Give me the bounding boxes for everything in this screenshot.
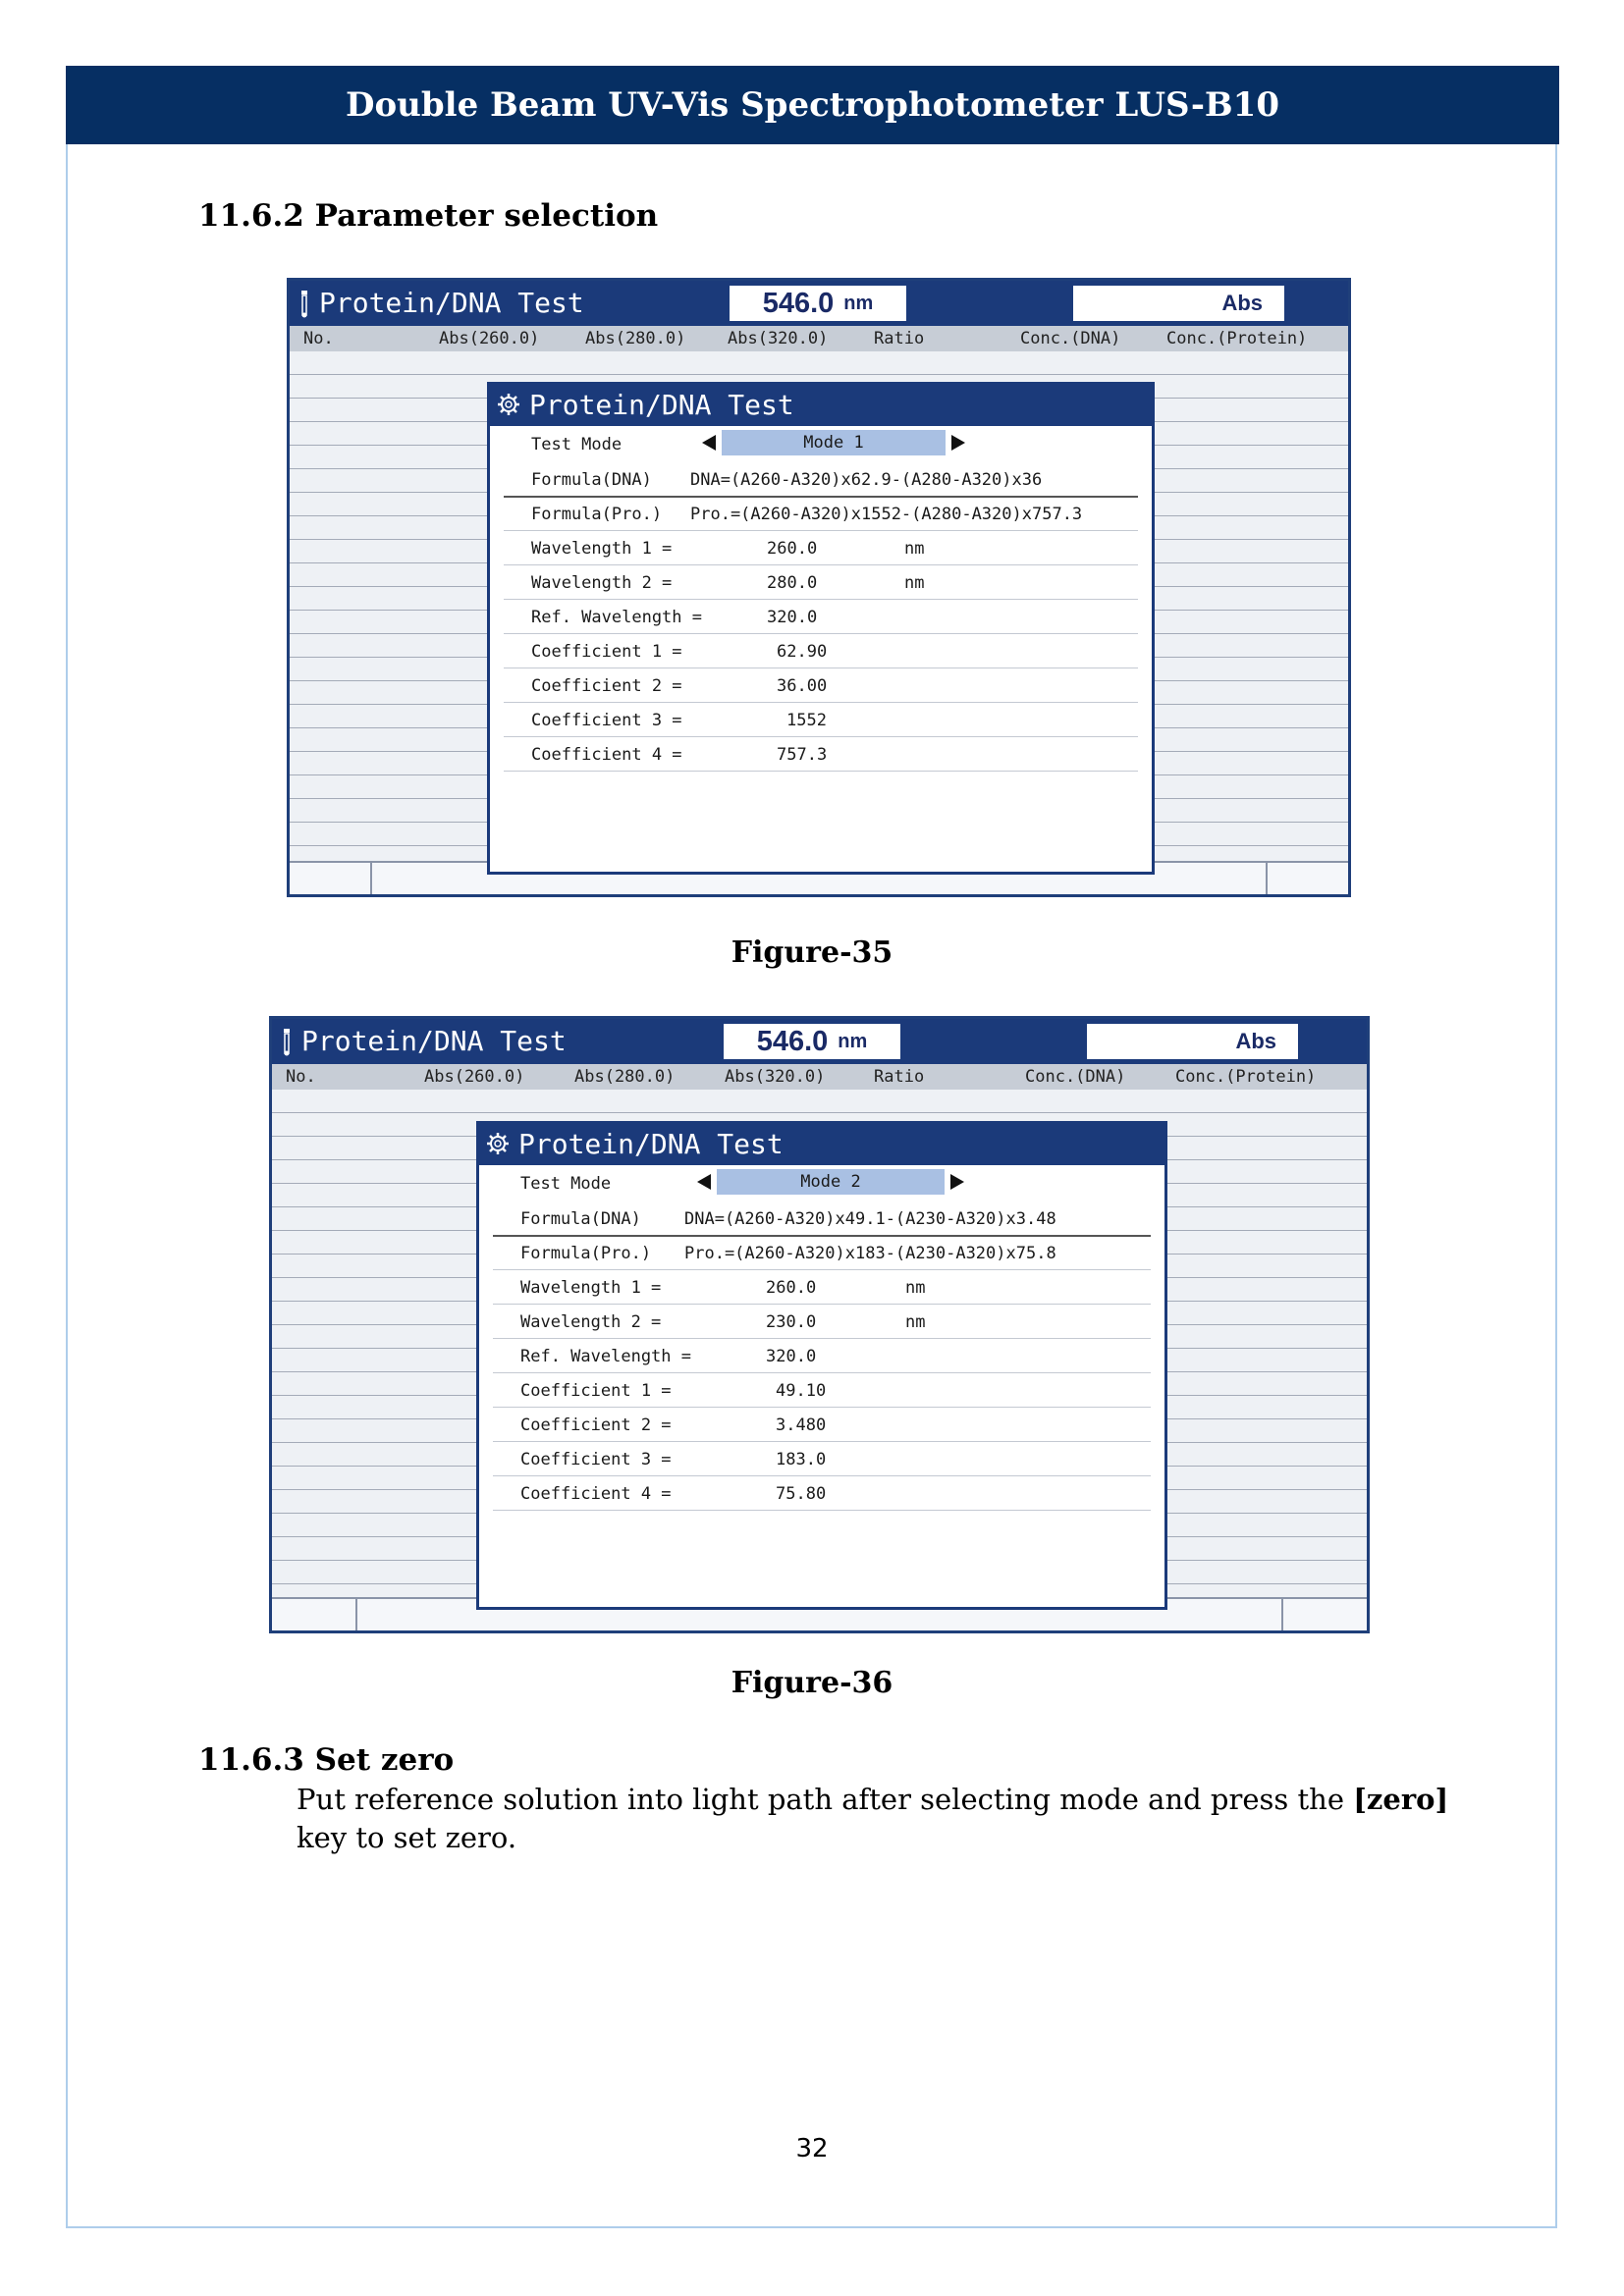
coefficient3-row bbox=[504, 702, 1138, 737]
coefficient4-label: Coefficient 4 = bbox=[520, 1484, 672, 1504]
coefficient4-value: 757.3 bbox=[777, 745, 828, 765]
column-header: Abs(320.0) bbox=[725, 1067, 826, 1087]
screen-title: Protein/DNA Test bbox=[319, 287, 584, 319]
screen-title-bar bbox=[272, 1019, 1367, 1064]
coefficient4-row bbox=[493, 1475, 1151, 1511]
coefficient1-value: 62.90 bbox=[777, 642, 828, 662]
wavelength2-row bbox=[493, 1304, 1151, 1339]
wavelength1-value: 260.0 bbox=[767, 539, 818, 559]
previous-mode-arrow-icon[interactable] bbox=[697, 1174, 711, 1190]
column-header: No. bbox=[303, 329, 334, 348]
screen-title: Protein/DNA Test bbox=[301, 1025, 567, 1057]
wavelength-value: 546.0 bbox=[756, 1025, 829, 1057]
coefficient1-row bbox=[493, 1372, 1151, 1408]
column-header-row bbox=[272, 1064, 1367, 1091]
column-header: Conc.(DNA) bbox=[1025, 1067, 1126, 1087]
coefficient3-label: Coefficient 3 = bbox=[520, 1450, 672, 1469]
column-header: Ratio bbox=[874, 1067, 925, 1087]
coefficient3-value: 1552 bbox=[786, 711, 827, 730]
test-mode-selector[interactable]: Mode 1 bbox=[722, 430, 946, 455]
dialog-body bbox=[479, 1165, 1164, 1607]
coefficient1-value: 49.10 bbox=[776, 1381, 827, 1401]
screen-title-bar bbox=[290, 281, 1348, 326]
column-header: Conc.(Protein) bbox=[1175, 1067, 1317, 1087]
column-header: Conc.(Protein) bbox=[1166, 329, 1308, 348]
section-heading-set-zero: 11.6.3 Set zero bbox=[198, 1742, 455, 1778]
set-zero-paragraph bbox=[297, 1781, 1455, 1857]
formula-dna-row bbox=[504, 461, 1138, 498]
coefficient1-row bbox=[504, 633, 1138, 668]
protein-dna-dialog bbox=[476, 1121, 1167, 1610]
formula-dna-value: DNA=(A260-A320)x49.1-(A230-A320)x3.48 bbox=[684, 1209, 1056, 1229]
wavelength2-unit: nm bbox=[904, 573, 925, 593]
formula-dna-label: Formula(DNA) bbox=[531, 470, 652, 490]
test-mode-label: Test Mode bbox=[520, 1174, 612, 1194]
column-header: Abs(280.0) bbox=[585, 329, 686, 348]
wavelength2-value: 280.0 bbox=[767, 573, 818, 593]
wavelength-unit: nm bbox=[843, 292, 874, 314]
column-header: Abs(260.0) bbox=[439, 329, 540, 348]
coefficient2-value: 3.480 bbox=[776, 1415, 827, 1435]
column-header-row bbox=[290, 326, 1348, 352]
wavelength-display bbox=[730, 286, 906, 321]
sample-tube-icon bbox=[299, 291, 309, 318]
wavelength-value: 546.0 bbox=[762, 287, 835, 319]
formula-dna-row bbox=[493, 1201, 1151, 1237]
wavelength1-unit: nm bbox=[905, 1278, 926, 1298]
wavelength-display bbox=[724, 1024, 900, 1059]
coefficient2-label: Coefficient 2 = bbox=[531, 676, 682, 696]
figure-35-screen bbox=[287, 278, 1351, 897]
wavelength1-row bbox=[493, 1269, 1151, 1305]
gear-icon bbox=[498, 394, 519, 415]
ref-wavelength-label: Ref. Wavelength = bbox=[531, 608, 702, 627]
coefficient1-label: Coefficient 1 = bbox=[520, 1381, 672, 1401]
ref-wavelength-row bbox=[493, 1338, 1151, 1373]
next-mode-arrow-icon[interactable] bbox=[950, 1174, 964, 1190]
column-header: Abs(260.0) bbox=[424, 1067, 525, 1087]
ref-wavelength-value: 320.0 bbox=[767, 608, 818, 627]
wavelength1-label: Wavelength 1 = bbox=[520, 1278, 662, 1298]
wavelength2-unit: nm bbox=[905, 1312, 926, 1332]
wavelength2-row bbox=[504, 564, 1138, 600]
paragraph-text: key to set zero. bbox=[297, 1821, 517, 1854]
figure-36-caption: Figure-36 bbox=[731, 1666, 893, 1700]
wavelength2-label: Wavelength 2 = bbox=[520, 1312, 662, 1332]
dialog-body bbox=[490, 426, 1152, 872]
column-header: Ratio bbox=[874, 329, 925, 348]
ref-wavelength-value: 320.0 bbox=[766, 1347, 817, 1366]
coefficient3-value: 183.0 bbox=[776, 1450, 827, 1469]
column-header: Abs(320.0) bbox=[728, 329, 829, 348]
dialog-title-bar bbox=[490, 385, 1152, 426]
measure-mode-display: Abs bbox=[1087, 1024, 1298, 1059]
formula-pro-label: Formula(Pro.) bbox=[531, 505, 663, 524]
dialog-title-bar bbox=[479, 1124, 1164, 1165]
test-mode-selector[interactable]: Mode 2 bbox=[717, 1169, 945, 1195]
section-heading-parameter-selection: 11.6.2 Parameter selection bbox=[198, 198, 659, 234]
wavelength2-label: Wavelength 2 = bbox=[531, 573, 673, 593]
header-banner: Double Beam UV-Vis Spectrophotometer LUS-B10 bbox=[66, 66, 1559, 144]
zero-key-label: [zero] bbox=[1353, 1783, 1449, 1816]
coefficient4-value: 75.80 bbox=[776, 1484, 827, 1504]
test-mode-label: Test Mode bbox=[531, 435, 623, 454]
coefficient3-label: Coefficient 3 = bbox=[531, 711, 682, 730]
coefficient4-row bbox=[504, 736, 1138, 772]
wavelength2-value: 230.0 bbox=[766, 1312, 817, 1332]
ref-wavelength-row bbox=[504, 599, 1138, 634]
dialog-title: Protein/DNA Test bbox=[529, 389, 794, 421]
dialog-title: Protein/DNA Test bbox=[518, 1128, 784, 1160]
column-header: No. bbox=[286, 1067, 316, 1087]
figure-36-screen bbox=[269, 1016, 1370, 1633]
column-header: Abs(280.0) bbox=[574, 1067, 676, 1087]
wavelength1-unit: nm bbox=[904, 539, 925, 559]
next-mode-arrow-icon[interactable] bbox=[951, 435, 965, 451]
gear-icon bbox=[487, 1133, 509, 1154]
protein-dna-dialog bbox=[487, 382, 1155, 875]
coefficient2-row bbox=[493, 1407, 1151, 1442]
test-mode-row bbox=[493, 1165, 1151, 1200]
ref-wavelength-label: Ref. Wavelength = bbox=[520, 1347, 691, 1366]
coefficient2-label: Coefficient 2 = bbox=[520, 1415, 672, 1435]
test-mode-row bbox=[504, 426, 1138, 460]
formula-pro-value: Pro.=(A260-A320)x183-(A230-A320)x75.8 bbox=[684, 1244, 1056, 1263]
paragraph-text: Put reference solution into light path after selecting mode and press the bbox=[297, 1783, 1354, 1816]
formula-dna-label: Formula(DNA) bbox=[520, 1209, 641, 1229]
formula-pro-row bbox=[504, 496, 1138, 531]
measure-mode-display: Abs bbox=[1073, 286, 1284, 321]
coefficient2-value: 36.00 bbox=[777, 676, 828, 696]
column-header: Conc.(DNA) bbox=[1020, 329, 1121, 348]
sample-tube-icon bbox=[282, 1029, 292, 1056]
previous-mode-arrow-icon[interactable] bbox=[702, 435, 716, 451]
coefficient3-row bbox=[493, 1441, 1151, 1476]
page-number: 32 bbox=[795, 2134, 829, 2163]
formula-pro-row bbox=[493, 1235, 1151, 1270]
wavelength1-row bbox=[504, 530, 1138, 565]
coefficient1-label: Coefficient 1 = bbox=[531, 642, 682, 662]
formula-pro-value: Pro.=(A260-A320)x1552-(A280-A320)x757.3 bbox=[690, 505, 1083, 524]
coefficient2-row bbox=[504, 667, 1138, 703]
figure-35-caption: Figure-35 bbox=[731, 935, 893, 970]
formula-pro-label: Formula(Pro.) bbox=[520, 1244, 652, 1263]
wavelength1-value: 260.0 bbox=[766, 1278, 817, 1298]
formula-dna-value: DNA=(A260-A320)x62.9-(A280-A320)x36 bbox=[690, 470, 1043, 490]
coefficient4-label: Coefficient 4 = bbox=[531, 745, 682, 765]
wavelength-unit: nm bbox=[838, 1030, 868, 1052]
wavelength1-label: Wavelength 1 = bbox=[531, 539, 673, 559]
